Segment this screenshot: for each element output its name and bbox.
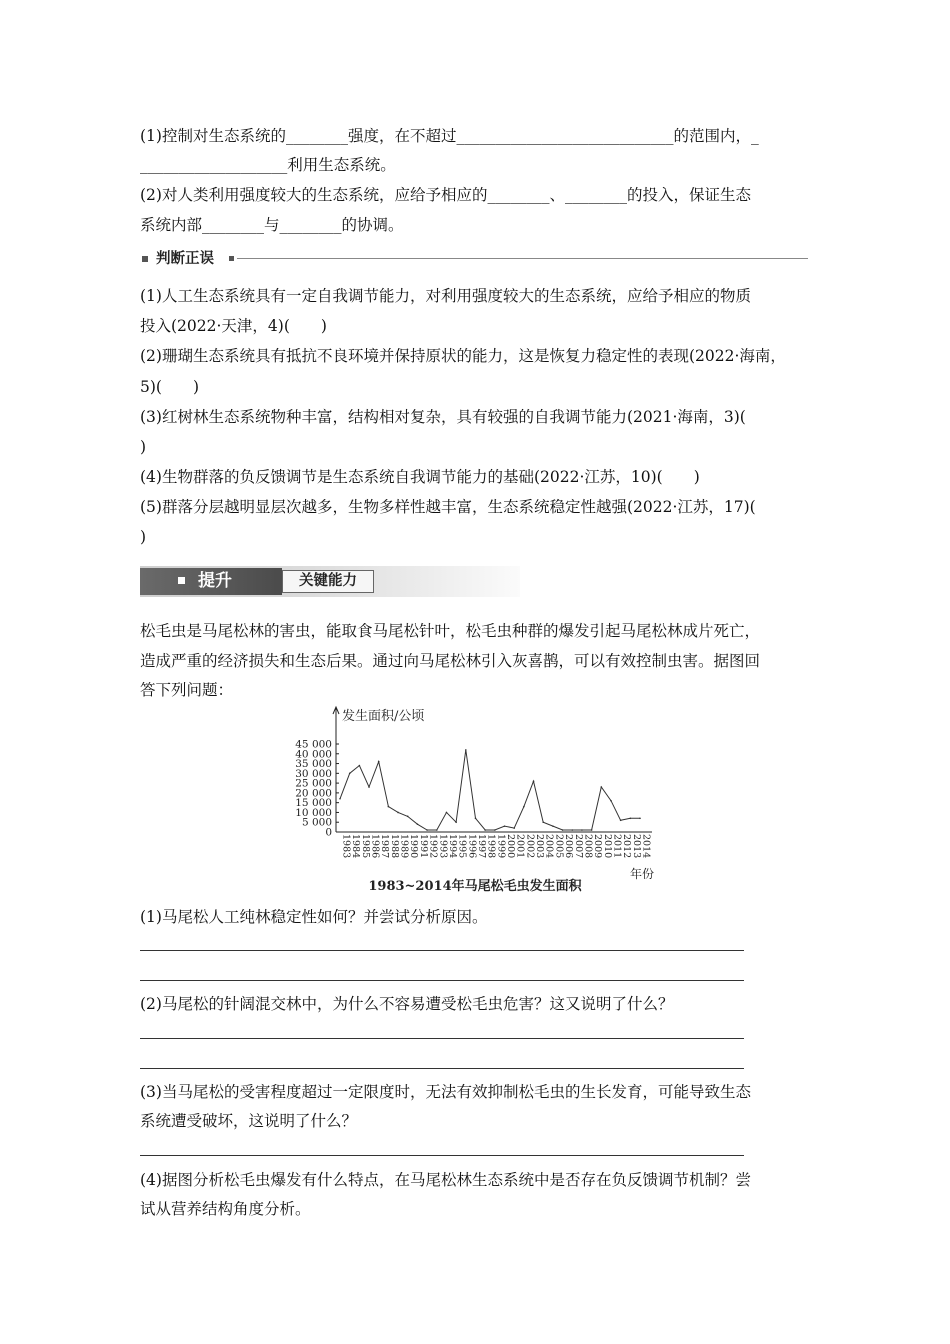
chart-x-tick-label: 2008 bbox=[582, 834, 594, 859]
chart-y-tick-label: 20 000 bbox=[295, 787, 332, 800]
intro-paragraph-line: 松毛虫是马尾松林的害虫，能取食马尾松针叶，松毛虫种群的爆发引起马尾松林成片死亡， bbox=[140, 622, 761, 640]
chart-y-tick-label: 25 000 bbox=[295, 777, 332, 790]
answer-line[interactable] bbox=[140, 1155, 744, 1156]
chart-data-point bbox=[494, 829, 496, 831]
chart-x-ticks bbox=[341, 834, 652, 858]
chart-series bbox=[339, 749, 641, 831]
chart-x-tick-label: 2001 bbox=[514, 834, 526, 859]
question-4-line2: 试从营养结构角度分析。 bbox=[140, 1200, 311, 1218]
chart-data-point bbox=[639, 818, 641, 820]
chart-x-tick-label: 2009 bbox=[592, 834, 604, 859]
chart-x-tick-label: 1992 bbox=[427, 834, 439, 859]
chart-data-point bbox=[552, 825, 554, 827]
chart-x-tick-label: 2003 bbox=[534, 834, 546, 859]
chart-data-point bbox=[407, 816, 409, 818]
chart-x-tick-label: 2004 bbox=[543, 834, 555, 859]
chart-x-tick-label: 1998 bbox=[485, 834, 497, 859]
banner-right-label: 关键能力 bbox=[299, 573, 357, 589]
judge-item: (4)生物群落的负反馈调节是生态系统自我调节能力的基础(2022·江苏，10)( ) bbox=[140, 468, 700, 486]
chart-x-tick-label: 1984 bbox=[350, 834, 362, 859]
chart-data-point bbox=[610, 800, 612, 802]
answer-line[interactable] bbox=[140, 1068, 744, 1069]
chart-data-point bbox=[417, 823, 419, 825]
chart-data-point bbox=[426, 829, 428, 831]
chart-data-point bbox=[388, 806, 390, 808]
chart-data-point bbox=[349, 773, 351, 775]
chart-x-tick-label: 2011 bbox=[611, 834, 623, 859]
judge-item: (2)珊瑚生态系统具有抵抗不良环境并保持原状的能力，这是恢复力稳定性的表现(2022·海南， bbox=[140, 347, 786, 365]
chart-data-point bbox=[600, 786, 602, 788]
chart-data-point bbox=[533, 780, 535, 782]
chart-data-point bbox=[630, 818, 632, 820]
chart-y-tick-label: 5 000 bbox=[301, 816, 332, 829]
chart-data-point bbox=[397, 812, 399, 814]
chart-x-tick-label: 1987 bbox=[379, 834, 391, 859]
chart-data-point bbox=[484, 829, 486, 831]
fill-blank-q1-line2: ___________________利用生态系统。 bbox=[140, 156, 396, 174]
chart-y-ticks bbox=[295, 739, 339, 839]
fill-blank-q2-line2: 系统内部________与________的协调。 bbox=[140, 216, 404, 234]
chart-data-point bbox=[446, 812, 448, 814]
chart-x-tick-label: 1993 bbox=[437, 834, 449, 859]
judge-item: ) bbox=[140, 528, 147, 546]
chart-x-axis-label: 年份 bbox=[630, 867, 655, 881]
answer-line[interactable] bbox=[140, 950, 744, 951]
chart-x-tick-label: 1988 bbox=[388, 834, 400, 859]
chart-data-point bbox=[339, 798, 341, 800]
chart-x-tick-label: 2013 bbox=[630, 834, 642, 859]
chart-y-tick-label: 10 000 bbox=[295, 806, 332, 819]
chart-data-point bbox=[513, 827, 515, 829]
judge-section-title: 判断正误 bbox=[156, 251, 214, 267]
chart-x-tick-label: 1996 bbox=[466, 834, 478, 859]
banner-right-box bbox=[282, 570, 374, 593]
chart-x-tick-label: 2000 bbox=[505, 834, 517, 859]
chart-data-point bbox=[542, 821, 544, 823]
judge-item: 投入(2022·天津，4)( ) bbox=[140, 317, 327, 335]
answer-line[interactable] bbox=[140, 980, 744, 981]
chart-x-tick-label: 1994 bbox=[446, 834, 458, 859]
chart-data-point bbox=[504, 825, 506, 827]
chart-data-point bbox=[455, 821, 457, 823]
chart-x-tick-label: 2012 bbox=[621, 834, 633, 859]
fill-blank-q2-line1: (2)对人类利用强度较大的生态系统，应给予相应的________、________的投入，保证生态 bbox=[140, 186, 751, 204]
judge-item: (1)人工生态系统具有一定自我调节能力，对利用强度较大的生态系统，应给予相应的物质 bbox=[140, 287, 751, 305]
question-3-line2: 系统遭受破坏，这说明了什么？ bbox=[140, 1112, 358, 1130]
chart-x-tick-label: 1990 bbox=[408, 834, 420, 859]
chart-y-tick-label: 0 bbox=[325, 826, 332, 839]
judge-item: (5)群落分层越明显层次越多，生物多样性越丰富，生态系统稳定性越强(2022·江苏，17)( bbox=[140, 498, 756, 516]
judge-section-header bbox=[140, 249, 808, 269]
question-1: (1)马尾松人工纯林稳定性如何？并尝试分析原因。 bbox=[140, 908, 488, 926]
chart-x-tick-label: 1995 bbox=[456, 834, 468, 859]
chart-data-point bbox=[368, 786, 370, 788]
chart-data-point bbox=[591, 829, 593, 831]
chart-data-point bbox=[475, 818, 477, 820]
chart-x-tick-label: 2005 bbox=[553, 834, 565, 859]
chart-data-point bbox=[523, 806, 525, 808]
chart-x-tick-label: 2006 bbox=[563, 834, 575, 859]
chart-x-tick-label: 1983 bbox=[340, 834, 352, 859]
chart-y-tick-label: 40 000 bbox=[295, 748, 332, 761]
chart-x-tick-label: 1986 bbox=[369, 834, 381, 859]
chart-data-point bbox=[378, 761, 380, 763]
answer-line[interactable] bbox=[140, 1038, 744, 1039]
bullet-square-icon bbox=[178, 577, 185, 584]
judge-item: 5)( ) bbox=[140, 378, 200, 396]
chart-x-tick-label: 2007 bbox=[572, 834, 584, 859]
chart-data-point bbox=[359, 765, 361, 767]
intro-paragraph-line: 答下列问题： bbox=[140, 681, 234, 699]
chart-x-tick-label: 1997 bbox=[475, 834, 487, 859]
chart-y-axis-label: 发生面积/公顷 bbox=[342, 709, 425, 724]
chart-x-tick-label: 1999 bbox=[495, 834, 507, 859]
chart-y-tick-label: 15 000 bbox=[295, 797, 332, 810]
chart-data-point bbox=[571, 829, 573, 831]
intro-paragraph-line: 造成严重的经济损失和生态后果。通过向马尾松林引入灰喜鹊，可以有效控制虫害。据图回 bbox=[140, 652, 761, 670]
question-3-line1: (3)当马尾松的受害程度超过一定限度时，无法有效抑制松毛虫的生长发育，可能导致生态 bbox=[140, 1083, 751, 1101]
bullet-square-icon bbox=[229, 256, 234, 261]
pest-area-line-chart bbox=[280, 704, 670, 899]
chart-x-tick-label: 1989 bbox=[398, 834, 410, 859]
chart-x-tick-label: 2014 bbox=[640, 834, 652, 859]
question-4-line1: (4)据图分析松毛虫爆发有什么特点，在马尾松林生态系统中是否存在负反馈调节机制？尝 bbox=[140, 1171, 751, 1189]
chart-data-point bbox=[562, 829, 564, 831]
chart-y-tick-label: 30 000 bbox=[295, 767, 332, 780]
bullet-square-icon bbox=[142, 256, 148, 262]
chart-y-tick-label: 35 000 bbox=[295, 758, 332, 771]
section-divider bbox=[237, 258, 808, 259]
key-ability-banner bbox=[140, 566, 520, 597]
judge-item: (3)红树林生态系统物种丰富，结构相对复杂，具有较强的自我调节能力(2021·海南，3)( bbox=[140, 408, 746, 426]
judge-item: ) bbox=[140, 438, 147, 456]
chart-data-point bbox=[581, 829, 583, 831]
question-2: (2)马尾松的针阔混交林中，为什么不容易遭受松毛虫危害？这又说明了什么？ bbox=[140, 995, 674, 1013]
chart-x-tick-label: 2010 bbox=[601, 834, 613, 859]
chart-x-tick-label: 1985 bbox=[359, 834, 371, 859]
chart-x-tick-label: 2002 bbox=[524, 834, 536, 859]
chart-data-point bbox=[465, 749, 467, 751]
chart-x-tick-label: 1991 bbox=[417, 834, 429, 859]
chart-data-point bbox=[436, 829, 438, 831]
chart-data-point bbox=[620, 819, 622, 821]
banner-left-label: 提升 bbox=[198, 571, 232, 591]
chart-y-tick-label: 45 000 bbox=[295, 738, 332, 751]
chart-title: 1983~2014年马尾松毛虫发生面积 bbox=[368, 879, 582, 894]
chart-series-line bbox=[340, 750, 640, 830]
fill-blank-q1-line1: (1)控制对生态系统的________强度，在不超过____________________________的范围内，_ bbox=[140, 127, 759, 145]
